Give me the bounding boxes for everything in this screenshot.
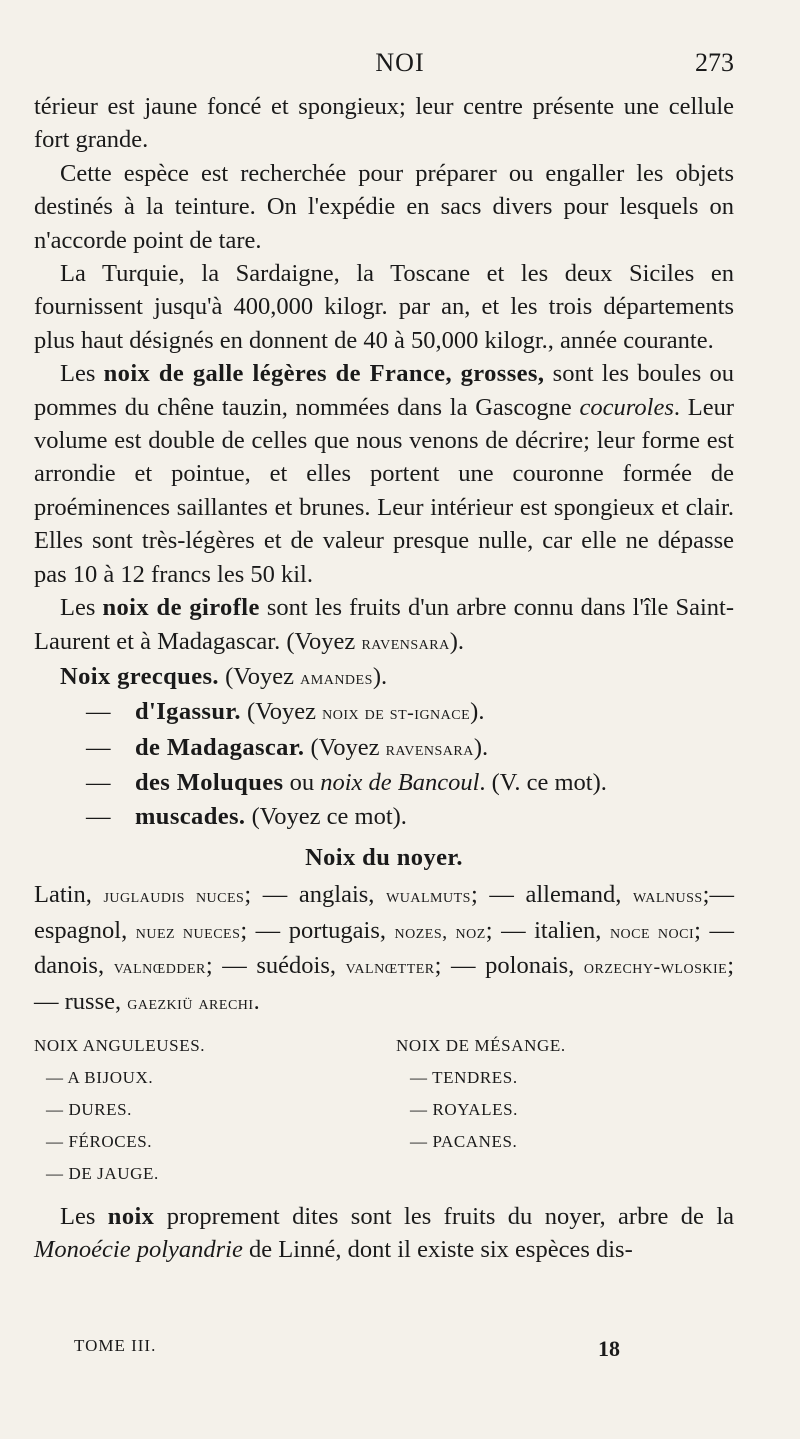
cross-reference: amandes bbox=[300, 666, 373, 689]
term-bold: noix de galle légères de France, grosses, bbox=[103, 360, 545, 388]
text: Latin, bbox=[34, 881, 104, 909]
entry-muscades bbox=[34, 800, 734, 833]
dash: — bbox=[86, 802, 111, 830]
term-bold: de Madagascar. bbox=[135, 733, 305, 761]
foreign-name: juglaudis nuces bbox=[103, 885, 245, 908]
text: ). bbox=[372, 662, 388, 690]
text: ; — polonais, bbox=[434, 952, 584, 980]
term-italic: Monoécie polyandrie bbox=[34, 1236, 243, 1264]
text: ;—espagnol, bbox=[34, 881, 734, 944]
text: Les bbox=[60, 594, 103, 622]
list-item: NOIX DE MÉSANGE. bbox=[396, 1035, 566, 1055]
varieties-right-column bbox=[396, 1030, 566, 1158]
text: ; — anglais, bbox=[244, 881, 387, 909]
paragraph-noix-noyer bbox=[34, 1200, 734, 1267]
foreign-name: wualmuts bbox=[386, 885, 471, 908]
entry-noix-grecques bbox=[34, 660, 734, 695]
cross-reference: ravensara bbox=[385, 737, 474, 760]
text: Les bbox=[60, 1202, 108, 1230]
signature-mark: 18 bbox=[598, 1336, 620, 1361]
text: . bbox=[253, 987, 260, 1015]
volume-label: TOME III. bbox=[74, 1336, 157, 1355]
paragraph: térieur est jaune foncé et spongieux; leur centre présente une cellule fort grande. bbox=[34, 93, 734, 154]
page-body bbox=[34, 90, 734, 1267]
foreign-name: nozes, noz bbox=[394, 920, 486, 943]
paragraph-names bbox=[34, 878, 734, 1020]
text: Les bbox=[60, 360, 104, 388]
list-item: — FÉROCES. bbox=[46, 1131, 153, 1151]
text: de Linné, dont il existe six espèces dis- bbox=[242, 1236, 633, 1264]
running-header bbox=[0, 48, 800, 80]
term-bold: noix bbox=[107, 1202, 155, 1230]
page-number: 273 bbox=[695, 48, 734, 77]
text: ; — suédois, bbox=[205, 952, 346, 980]
paragraph-noix-de-girofle bbox=[34, 591, 734, 660]
text: (Voyez bbox=[304, 733, 386, 761]
varieties-list bbox=[34, 1030, 734, 1200]
text: (Voyez bbox=[218, 662, 301, 690]
paragraph: La Turquie, la Sardaigne, la Toscane et les deux Siciles en fournissent jusqu'à 400,000 kilogr. par an, et les trois départements plus haut désignés en donnent de 40 à 50,000 kilogr., année courante. bbox=[34, 260, 734, 354]
text: ; — italien, bbox=[485, 916, 610, 944]
paragraph-noix-de-galle bbox=[34, 357, 734, 591]
foreign-name: gaezkiü arechi bbox=[127, 991, 254, 1014]
entry-madagascar bbox=[34, 731, 734, 766]
dash: — bbox=[86, 698, 111, 726]
foreign-name: noce noci bbox=[609, 920, 695, 943]
foreign-name: orzechy-wloskie bbox=[583, 956, 728, 979]
varieties-left-column bbox=[34, 1030, 205, 1190]
text: ). bbox=[449, 627, 464, 655]
list-item: — TENDRES. bbox=[410, 1067, 518, 1087]
list-item: — PACANES. bbox=[410, 1131, 518, 1151]
header-title: NOI bbox=[375, 48, 425, 77]
term-bold: noix de girofle bbox=[102, 594, 260, 622]
term-bold: d'Igassur. bbox=[135, 698, 241, 726]
text: . Leur volume est double de celles que nous venons de décrire; leur forme est arrondie et pointue, et elles portent une couronne formée de proéminences saillantes et brunes. Leur intérieur est spongieux et clair. Elles sont très-légères et de valeur presque nulle, car elle ne dépasse pas 10 à 12 francs les 50 kil. bbox=[34, 393, 734, 588]
list-item: NOIX ANGULEUSES. bbox=[34, 1035, 206, 1055]
list-item: — DURES. bbox=[46, 1099, 133, 1119]
cross-reference: ravensara bbox=[361, 631, 450, 654]
page-footer bbox=[0, 1336, 800, 1366]
dash: — bbox=[86, 733, 111, 761]
term-italic: cocuroles bbox=[579, 393, 674, 421]
text: ; — allemand, bbox=[470, 881, 634, 909]
text: ; — portugais, bbox=[240, 916, 395, 944]
text: ; — danois, bbox=[34, 916, 734, 980]
dash: — bbox=[86, 769, 111, 797]
text: . (V. ce mot). bbox=[479, 769, 607, 797]
text: sont les boules ou pommes du chêne tauzin, nommées dans la Gascogne bbox=[34, 360, 735, 421]
text: (Voyez bbox=[240, 698, 323, 726]
text: proprement dites sont les fruits du noyer, arbre de la bbox=[154, 1202, 735, 1230]
foreign-name: valnœtter bbox=[345, 956, 435, 979]
text: ). bbox=[470, 698, 485, 726]
text: sont les fruits d'un arbre connu dans l'île Saint-Laurent et à Madagascar. (Voyez bbox=[34, 594, 734, 655]
term-italic: noix de Bancoul bbox=[320, 769, 480, 797]
text: ou bbox=[283, 769, 321, 797]
text: (Voyez ce mot). bbox=[245, 802, 407, 830]
section-title: Noix du noyer. bbox=[305, 843, 463, 871]
text: ; — russe, bbox=[34, 952, 734, 1015]
foreign-name: valnœdder bbox=[113, 956, 206, 979]
list-item: — DE JAUGE. bbox=[46, 1163, 159, 1183]
foreign-name: nuez nueces bbox=[135, 920, 241, 943]
list-item: — A BIJOUX. bbox=[46, 1067, 154, 1087]
entry-igassur bbox=[34, 695, 734, 730]
text: ). bbox=[473, 733, 489, 761]
term-bold: Noix grecques. bbox=[60, 662, 219, 690]
term-bold: des Moluques bbox=[135, 769, 284, 797]
entry-moluques bbox=[34, 766, 734, 799]
list-item: — ROYALES. bbox=[410, 1099, 519, 1119]
paragraph: Cette espèce est recherchée pour préparer ou engaller les objets destinés à la teinture. On l'expédie en sacs divers pour lesquels on n'accorde point de tare. bbox=[34, 159, 734, 254]
term-bold: muscades. bbox=[135, 802, 246, 830]
cross-reference: noix de st-ignace bbox=[322, 702, 471, 725]
foreign-name: walnuss bbox=[633, 885, 703, 908]
